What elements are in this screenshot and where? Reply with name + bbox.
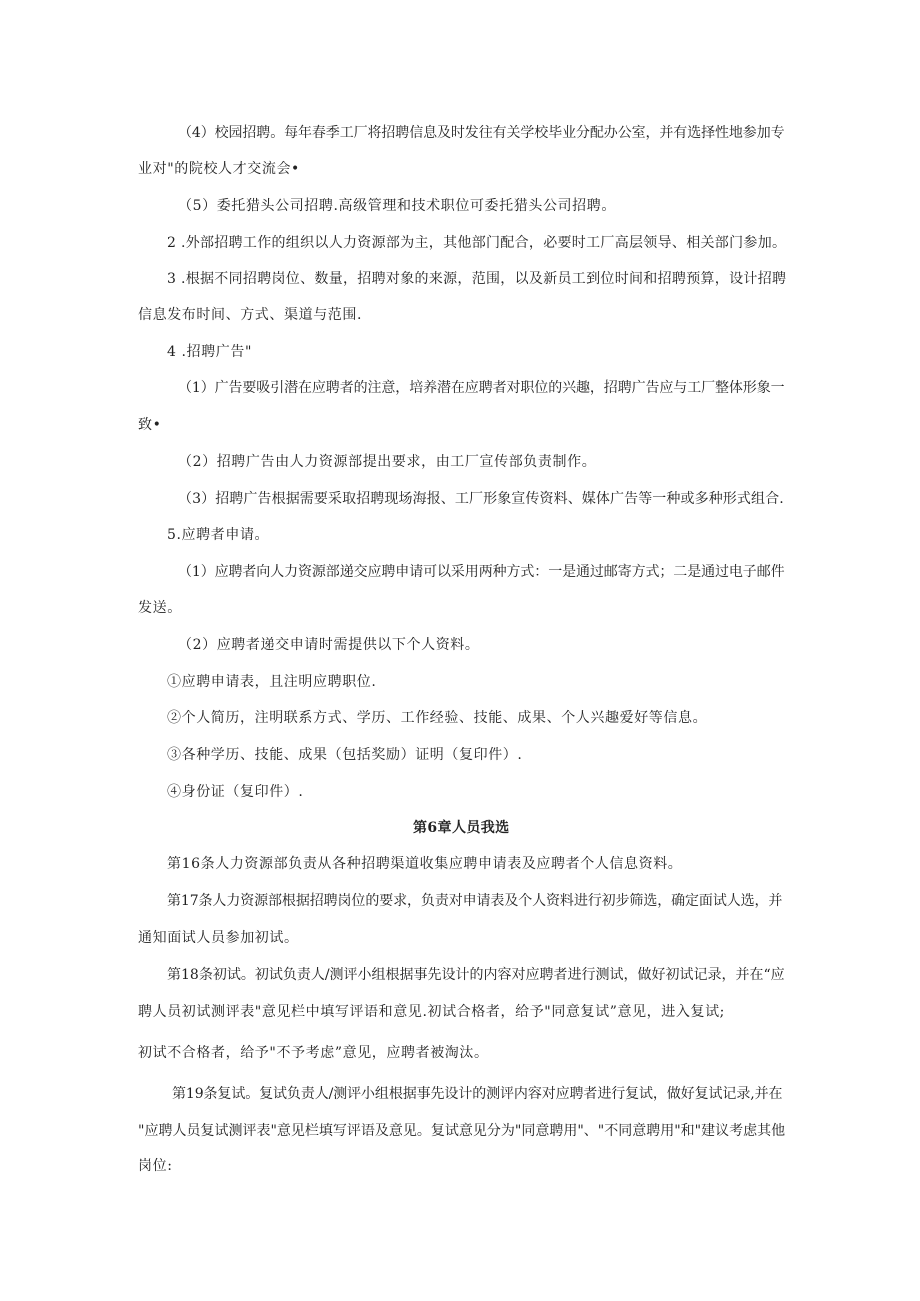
paragraph-line: ③各种学历、技能、成果（包括奖励）证明（复印件）. [167,747,523,763]
paragraph-line: 初试不合格者，给予"不予考虑”意见，应聘者被淘汰。 [138,1045,489,1061]
paragraph-line: 发送。 [138,600,182,616]
paragraph-line: ①应聘申请表，且注明应聘职位. [167,674,377,690]
paragraph-line: （1）广告要吸引潜在应聘者的注意，培养潜在应聘者对职位的兴趣，招聘广告应与工厂整体形象一 [178,380,785,396]
paragraph-line: （1）应聘者向人力资源部递交应聘申请可以采用两种方式：一是通过邮寄方式；二是通过电子邮件 [178,564,785,580]
chapter-heading: 第6章人员我选 [413,820,510,836]
paragraph-line: ④身份证（复印件）. [167,784,304,800]
paragraph-line: （2）招聘广告由人力资源部提出要求，由工厂宣传部负责制作。 [178,454,597,470]
paragraph-line: 第18条初试。初试负责人/测评小组根据事先设计的内容对应聘者进行测试，做好初试记录，并在“应 [167,967,785,983]
paragraph-line: 第16条人力资源部负责从各种招聘渠道收集应聘申请表及应聘者个人信息资料。 [167,856,683,872]
paragraph-line: 4 .招聘广告" [167,344,253,360]
paragraph-line: 2 .外部招聘工作的组织以人力资源部为主，其他部门配合，必要时工厂高层领导、相关部门参加。 [167,235,787,251]
paragraph-line: （4）校园招聘。每年春季工厂将招聘信息及时发往有关学校毕业分配办公室，并有选择性地参加专 [178,125,785,141]
paragraph-line: 信息发布时间、方式、渠道与范围. [138,307,363,323]
paragraph-line: 第19条复试。复试负责人/测评小组根据事先设计的测评内容对应聘者进行复试，做好复试记录,并在 [172,1086,783,1102]
paragraph-line: 通知面试人员参加初试。 [138,930,299,946]
paragraph-line: （5）委托猎头公司招聘.高级管理和技术职位可委托猎头公司招聘。 [178,198,616,214]
paragraph-line: 业对"的院校人才交流会• [138,161,300,177]
paragraph-line: 岗位: [138,1158,173,1174]
paragraph-line: 5.应聘者申请。 [167,527,270,543]
paragraph-line: （2）应聘者递交申请时需提供以下个人资料。 [178,637,480,653]
paragraph-line: 聘人员初试测评表"意见栏中填写评语和意见.初试合格者，给予"同意复试”意见，进入复试; [138,1004,726,1020]
paragraph-line: （3）招聘广告根据需要采取招聘现场海报、工厂形象宣传资料、媒体广告等一种或多种形式组合. [178,491,784,507]
paragraph-line: ②个人简历，注明联系方式、学历、工作经验、技能、成果、个人兴趣爱好等信息。 [167,710,708,726]
paragraph-line: "应聘人员复试测评表"意见栏填写评语及意见。复试意见分为"同意聘用"、"不同意聘用"和"建议考虑其他 [138,1123,786,1139]
paragraph-line: 3 .根据不同招聘岗位、数量，招聘对象的来源，范围，以及新员工到位时间和招聘预算，设计招聘 [167,271,787,287]
paragraph-line: 致• [138,417,162,433]
paragraph-line: 第17条人力资源部根据招聘岗位的要求，负责对申请表及个人资料进行初步筛选，确定面试人选，并 [167,893,783,909]
